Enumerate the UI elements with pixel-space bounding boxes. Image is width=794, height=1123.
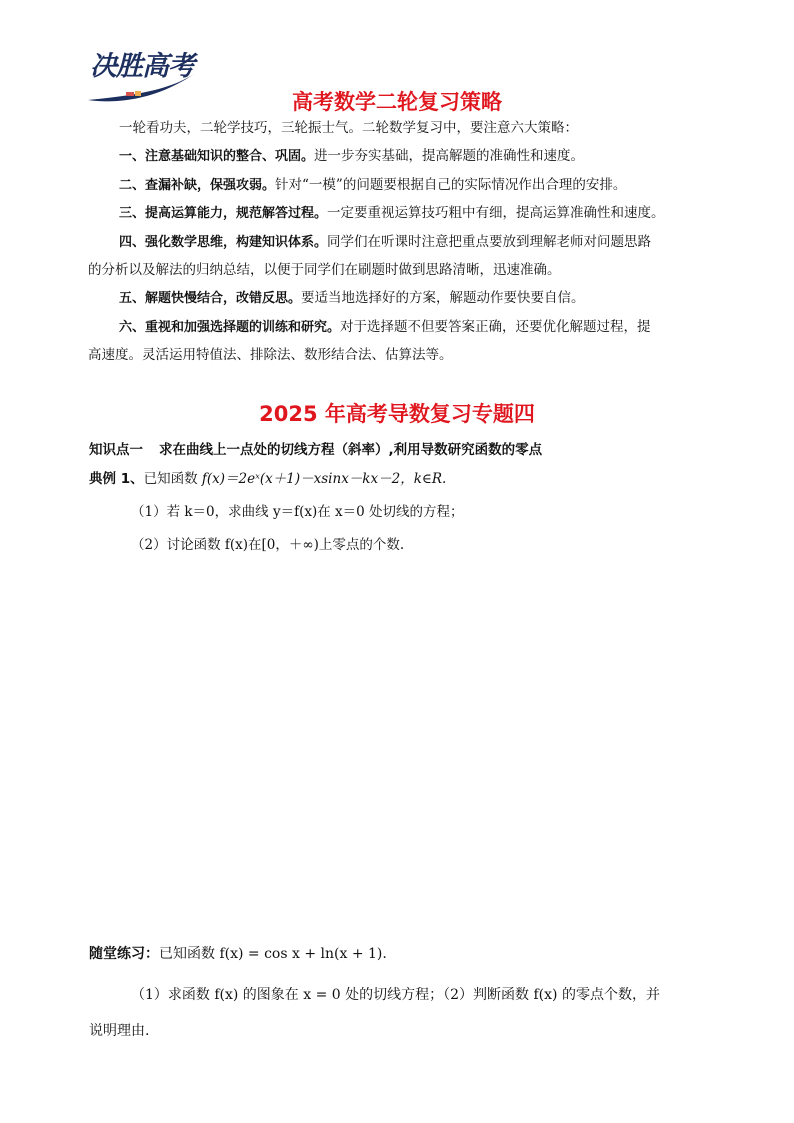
strategy-6-title: 六、重视和加强选择题的训练和研究。 (119, 320, 341, 335)
example-prefix: 已知函数 (143, 471, 202, 487)
practice-heading (89, 943, 387, 963)
strategy-5 (119, 288, 585, 309)
strategy-3 (119, 203, 665, 224)
knowledge-point-text: 求在曲线上一点处的切线方程（斜率）,利用导数研究函数的零点 (159, 442, 543, 458)
strategy-1 (119, 146, 584, 167)
example-label: 典例 1、 (89, 471, 144, 487)
section-title: 2025 年高考导数复习专题四 (259, 402, 535, 426)
strategy-4-title: 四、强化数学思维，构建知识体系。 (119, 235, 328, 250)
strategy-1-text: 进一步夯实基础，提高解题的准确性和速度。 (314, 148, 585, 164)
practice-label: 随堂练习： (89, 946, 159, 962)
example-question-1: （1）若 k＝0，求曲线 y＝f(x)在 x＝0 处切线的方程； (131, 504, 464, 520)
strategy-2-text: 针对“一模”的问题要根据自己的实际情况作出合理的安排。 (275, 177, 627, 193)
strategy-3-title: 三、提高运算能力，规范解答过程。 (119, 206, 328, 221)
strategy-1-title: 一、注意基础知识的整合、巩固。 (119, 149, 315, 164)
strategy-6-text: 对于选择题不但要答案正确，还要优化解题过程，提 (340, 319, 651, 335)
example-formula: f(x)＝2eˣ(x＋1)－xsinx－kx－2，k∈R. (201, 471, 447, 487)
example-1 (89, 467, 446, 487)
strategy-3-text: 一定要重视运算技巧粗中有细，提高运算准确性和速度。 (327, 205, 665, 221)
practice-questions-continued: 说明理由. (89, 1023, 150, 1039)
page-title: 高考数学二轮复习策略 (292, 90, 502, 114)
strategy-4-text: 同学们在听课时注意把重点要放到理解老师对问题思路 (327, 234, 652, 250)
strategy-6 (119, 317, 651, 338)
strategy-6-continued: 高速度。灵活运用特值法、排除法、数形结合法、估算法等。 (88, 347, 453, 363)
knowledge-point-heading (89, 438, 542, 458)
strategy-4 (119, 232, 651, 253)
knowledge-point-label: 知识点一 (89, 442, 143, 458)
example-question-2: （2）讨论函数 f(x)在[0，＋∞)上零点的个数. (131, 537, 405, 553)
logo-text: 决胜高考 (90, 51, 194, 82)
practice-text: 已知函数 f(x) = cos x + ln(x + 1). (159, 946, 387, 962)
practice-questions: （1）求函数 f(x) 的图象在 x = 0 处的切线方程；（2）判断函数 f(x) 的零点个数，并 (131, 987, 660, 1003)
strategy-5-title: 五、解题快慢结合，改错反思。 (119, 291, 302, 306)
strategy-2 (119, 175, 626, 196)
strategy-4-continued: 的分析以及解法的归纳总结，以便于同学们在刷题时做到思路清晰，迅速准确。 (88, 262, 561, 278)
strategy-5-text: 要适当地选择好的方案，解题动作要快要自信。 (301, 290, 585, 306)
strategy-2-title: 二、查漏补缺，保强攻弱。 (119, 178, 276, 193)
intro-text: 一轮看功夫，二轮学技巧，三轮振士气。二轮数学复习中，要注意六大策略： (119, 120, 578, 136)
